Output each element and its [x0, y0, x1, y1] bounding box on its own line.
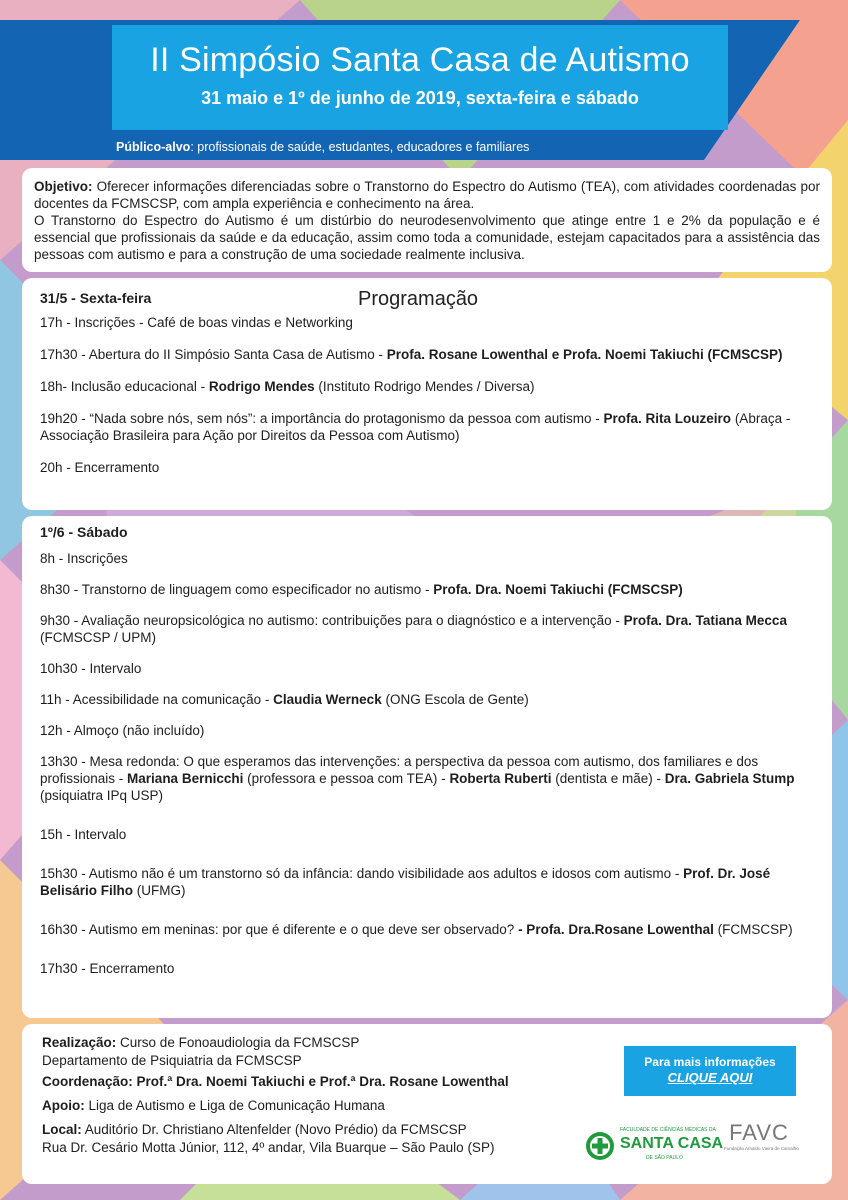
schedule-item: 15h - Intervalo — [40, 827, 127, 842]
more-info-label: Para mais informações — [644, 1055, 776, 1069]
schedule-item: 12h - Almoço (não incluído) — [40, 723, 205, 738]
schedule-item: 10h30 - Intervalo — [40, 661, 142, 676]
schedule-item: 20h - Encerramento — [40, 460, 160, 475]
more-info-button[interactable] — [624, 1046, 796, 1096]
schedule-day-1 — [22, 278, 832, 510]
santa-casa-logo-sub: DE SÃO PAULO — [646, 1155, 683, 1161]
schedule-item: 17h30 - Encerramento — [40, 961, 175, 976]
event-dates: 31 maio e 1º de junho de 2019, sexta-feira e sábado — [201, 88, 639, 108]
support-line: Apoio: Liga de Autismo e Liga de Comunicação Humana — [42, 1098, 385, 1113]
objective-box — [22, 168, 832, 272]
audience-text: : profissionais de saúde, estudantes, educadores e familiares — [190, 140, 530, 154]
click-here-link[interactable]: CLIQUE AQUI — [667, 1070, 753, 1085]
coordination-line: Coordenação: Prof.ª Dra. Noemi Takiuchi e Prof.ª Dra. Rosane Lowenthal — [42, 1074, 509, 1089]
program-heading: Programação — [358, 288, 479, 310]
location-line: Local: Auditório Dr. Christiano Altenfelder (Novo Prédio) da FCMSCSP — [42, 1122, 467, 1137]
schedule-item: 17h30 - Abertura do II Simpósio Santa Casa de Autismo - Profa. Rosane Lowenthal e Profa. Noemi Takiuchi (FCMSCSP) — [40, 347, 783, 362]
day-1-title: 31/5 - Sexta-feira — [40, 290, 152, 306]
santa-casa-logo-main: SANTA CASA — [620, 1135, 724, 1152]
schedule-item: 16h30 - Autismo em meninas: por que é diferente e o que deve ser observado? - Profa. Dra.Rosane Lowenthal (FCMSCSP) — [40, 922, 793, 937]
favc-logo-text: FAVC — [729, 1120, 789, 1145]
page-title: II Simpósio Santa Casa de Autismo — [150, 41, 690, 79]
schedule-item: 13h30 - Mesa redonda: O que esperamos das intervenções: a perspectiva da pessoa com autismo, dos familiares e dos profissionais - Mariana Bernicchi (professora e pessoa com TEA) - Roberta Ruberti (dentista e mãe) - Dra. Gabriela Stump (psiquiatra IPq USP) — [40, 754, 795, 803]
target-audience — [116, 140, 529, 154]
organizer-department: Departamento de Psiquiatria da FCMSCSP — [42, 1053, 302, 1068]
day-2-title: 1º/6 - Sábado — [40, 524, 128, 540]
schedule-item: 8h30 - Transtorno de linguagem como especificador no autismo - Profa. Dra. Noemi Takiuchi (FCMSCSP) — [40, 582, 683, 597]
audience-label: Público-alvo — [116, 140, 191, 154]
schedule-item: 11h - Acessibilidade na comunicação - Claudia Werneck (ONG Escola de Gente) — [40, 692, 529, 707]
organizer-line: Realização: Curso de Fonoaudiologia da FCMSCSP — [42, 1035, 360, 1050]
header-title-block — [112, 25, 728, 130]
objective-label: Objetivo: — [34, 179, 93, 194]
santa-casa-logo — [584, 1126, 724, 1166]
schedule-item: 15h30 - Autismo não é um transtorno só da infância: dando visibilidade aos adultos e idosos com autismo - Prof. Dr. José Belisário Filho (UFMG) — [40, 866, 771, 898]
schedule-item: 9h30 - Avaliação neuropsicológica no autismo: contribuições para o diagnóstico e a intervenção - Profa. Dra. Tatiana Mecca (FCMSCSP / UPM) — [40, 613, 787, 645]
favc-logo — [724, 1120, 799, 1170]
schedule-item: 18h- Inclusão educacional - Rodrigo Mendes (Instituto Rodrigo Mendes / Diversa) — [40, 379, 535, 394]
schedule-item: 8h - Inscrições — [40, 551, 128, 566]
schedule-day-2 — [22, 516, 832, 1018]
footer-info-box — [22, 1024, 832, 1184]
schedule-item: 17h - Inscrições - Café de boas vindas e Networking — [40, 315, 353, 330]
santa-casa-logo-small: FACULDADE DE CIÊNCIAS MÉDICAS DA — [620, 1127, 716, 1133]
location-address: Rua Dr. Cesário Motta Júnior, 112, 4º andar, Vila Buarque – São Paulo (SP) — [42, 1140, 495, 1155]
schedule-item: 19h20 - “Nada sobre nós, sem nós”: a importância do protagonismo da pessoa com autismo - Profa. Rita Louzeiro (Abraça - Associação Brasileira para Ação por Direitos da Pessoa com Autismo) — [40, 411, 791, 443]
objective-text: Oferecer informações diferenciadas sobre o Transtorno do Espectro do Autismo (TEA), com atividades coordenadas por docentes da FCMSCSP, com ampla experiência e conhecimento na área. — [34, 179, 820, 211]
objective-description: O Transtorno do Espectro do Autismo é um distúrbio do neurodesenvolvimento que atinge entre 1 e 2% da população e é essencial que profissionais da saúde e da educação, assim como toda a comunidade, estejam capacitados para a assistência das pessoas com autismo e para a construção de uma sociedade realmente inclusiva. — [34, 213, 820, 262]
favc-logo-sub: Fundação Arnaldo Vieira de Carvalho — [724, 1146, 799, 1151]
